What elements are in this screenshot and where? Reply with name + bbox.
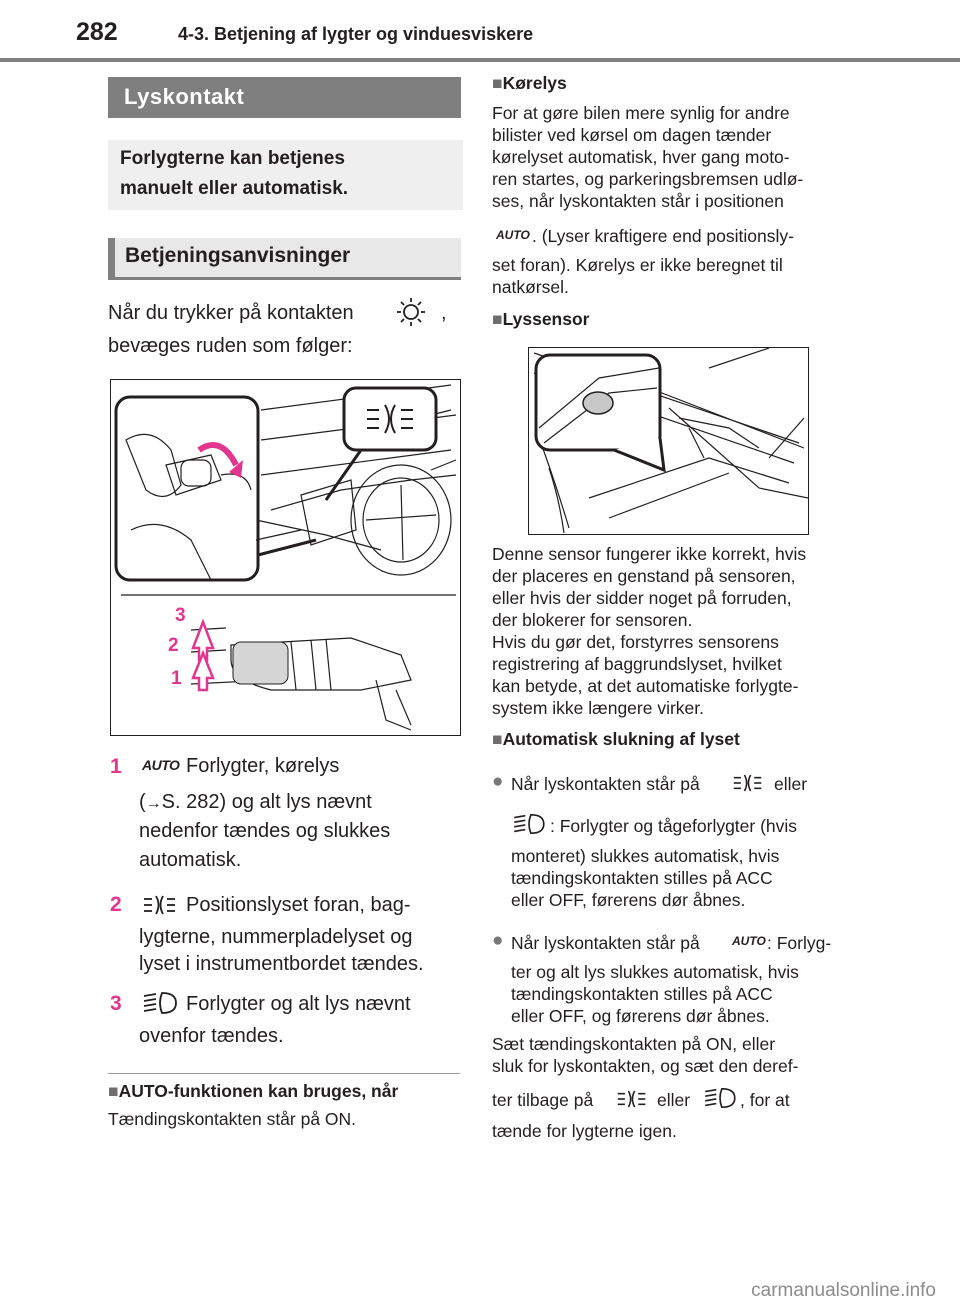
auto-icon: AUTO bbox=[496, 228, 530, 242]
text-line: registrering af baggrundslyset, hvilket bbox=[492, 654, 782, 674]
text-line: kan betyde, at det automatiske forlygte- bbox=[492, 676, 799, 696]
item-text: lygterne, nummerpladelyset og bbox=[139, 926, 413, 948]
text-line: monteret) slukkes automatisk, hvis bbox=[511, 846, 780, 866]
text-line: eller OFF, og førerens dør åbnes. bbox=[511, 1006, 770, 1026]
sensor-title: Lyssensor bbox=[502, 309, 590, 329]
text-line: : Forlygter og tågeforlygter (hvis bbox=[550, 816, 798, 836]
note-heading: ■AUTO-funktionen kan bruges, når bbox=[108, 1081, 399, 1101]
auto-off-heading: ■Automatisk slukning af lyset bbox=[492, 729, 740, 749]
item-text: automatisk. bbox=[139, 849, 242, 871]
korelys-paragraph-2 bbox=[492, 254, 783, 298]
item-number: 3 bbox=[110, 992, 122, 1015]
intro-line: Forlygterne kan betjenes bbox=[120, 148, 345, 169]
note-text: Tændingskontakten står på ON. bbox=[108, 1109, 357, 1129]
text-line: eller bbox=[774, 774, 808, 794]
light-switch-icon bbox=[394, 296, 428, 328]
text-line: tændingskontakten stilles på ACC bbox=[511, 984, 773, 1004]
text-line: Hvis du gør det, forstyrres sensorens bbox=[492, 632, 779, 652]
korelys-paragraph bbox=[492, 102, 803, 212]
text-line: ren startes, og parkeringsbremsen udlø- bbox=[492, 169, 804, 189]
text-line: eller hvis der sidder noget på forruden, bbox=[492, 588, 792, 608]
item-number: 1 bbox=[110, 755, 122, 778]
item-text: Positionslyset foran, bag- bbox=[186, 894, 411, 916]
item-number: 2 bbox=[110, 893, 122, 916]
chapter-title: 4-3. Betjening af lygter og vinduesviskere bbox=[178, 24, 534, 44]
text-line: bilister ved kørsel om dagen tænder bbox=[492, 125, 772, 145]
text-line: For at gøre bilen mere synlig for andre bbox=[492, 103, 790, 123]
text-line: natkørsel. bbox=[492, 277, 569, 297]
text-line: ter tilbage på bbox=[492, 1090, 594, 1110]
text-line: der blokerer for sensoren. bbox=[492, 610, 693, 630]
headlight-icon bbox=[703, 1086, 737, 1110]
subsection-title: Betjeningsanvisninger bbox=[125, 244, 351, 267]
intro-line: manuelt eller automatisk. bbox=[120, 178, 349, 199]
text-line: ses, når lyskontakten står i positionen bbox=[492, 191, 784, 211]
light-switch-figure bbox=[110, 379, 461, 736]
arrow-ref: (→S. 282) og alt lys nævnt bbox=[139, 791, 372, 813]
figure-label-1: 1 bbox=[171, 668, 182, 689]
parking-lights-icon bbox=[616, 1089, 648, 1109]
text-line: Sæt tændingskontakten på ON, eller bbox=[492, 1034, 776, 1054]
text-line: : Forlyg- bbox=[767, 933, 832, 953]
item-text: S. 282) og alt lys nævnt bbox=[161, 791, 372, 813]
text-line: ter og alt lys slukkes automatisk, hvis bbox=[511, 962, 799, 982]
auto-icon: AUTO bbox=[732, 934, 766, 948]
note-divider bbox=[108, 1073, 460, 1074]
text-line: Når lyskontakten står på bbox=[511, 933, 700, 953]
text-line: kørelyset automatisk, hver gang moto- bbox=[492, 147, 790, 167]
item-text: lyset i instrumentbordet tændes. bbox=[139, 953, 424, 975]
item-text: ovenfor tændes. bbox=[139, 1025, 284, 1047]
text-line: , for at bbox=[740, 1090, 790, 1110]
text-line: der placeres en genstand på sensoren, bbox=[492, 566, 796, 586]
text-line: Denne sensor fungerer ikke korrekt, hvis bbox=[492, 544, 807, 564]
text-line: tænde for lygterne igen. bbox=[492, 1121, 677, 1141]
instruction-line: Når du trykker på kontakten bbox=[108, 302, 354, 324]
item-text: nedenfor tændes og slukkes bbox=[139, 820, 391, 842]
text-line: . (Lyser kraftigere end positionsly- bbox=[532, 226, 794, 246]
text-line: eller bbox=[657, 1090, 691, 1110]
text-line: eller OFF, førerens dør åbnes. bbox=[511, 890, 746, 910]
headlight-icon bbox=[142, 990, 178, 1016]
sensor-heading: ■Lyssensor bbox=[492, 309, 590, 329]
bullet-dot: ● bbox=[492, 771, 504, 792]
item-text: Forlygter og alt lys nævnt bbox=[186, 993, 411, 1015]
item-text: Forlygter, kørelys bbox=[186, 755, 340, 777]
figure-label-3: 3 bbox=[175, 605, 186, 626]
auto-icon: AUTO bbox=[142, 757, 180, 773]
text-line: Når lyskontakten står på bbox=[511, 774, 700, 794]
text-line: tændingskontakten stilles på ACC bbox=[511, 868, 773, 888]
bullet1-paragraph bbox=[511, 845, 779, 911]
parking-lights-icon bbox=[732, 773, 764, 793]
parking-lights-icon bbox=[142, 894, 178, 916]
instruction-comma: , bbox=[441, 302, 447, 324]
headlight-icon bbox=[512, 812, 546, 836]
subsection-bar bbox=[108, 238, 461, 280]
watermark bbox=[0, 1280, 960, 1301]
light-sensor-figure bbox=[528, 347, 809, 535]
bullet-dot: ● bbox=[492, 930, 504, 951]
text-line: sluk for lyskontakten, og sæt den deref- bbox=[492, 1056, 799, 1076]
figure-label-2: 2 bbox=[168, 635, 179, 656]
bullet2-paragraph bbox=[511, 961, 799, 1027]
text-line: system ikke længere virker. bbox=[492, 698, 705, 718]
sensor-paragraph bbox=[492, 543, 806, 719]
watermark-text: carmanualsonline.info bbox=[751, 1280, 936, 1301]
after-paragraph bbox=[492, 1033, 798, 1077]
instruction-line: bevæges ruden som følger: bbox=[108, 335, 353, 357]
header-rule bbox=[0, 58, 960, 62]
text-line: set foran). Kørelys er ikke beregnet til bbox=[492, 255, 783, 275]
korelys-heading: ■Kørelys bbox=[492, 73, 567, 93]
section-title-bar bbox=[108, 77, 461, 118]
page-number: 282 bbox=[76, 18, 118, 46]
auto-off-title: Automatisk slukning af lyset bbox=[502, 729, 740, 749]
korelys-title: Kørelys bbox=[502, 73, 567, 93]
section-title: Lyskontakt bbox=[124, 84, 245, 109]
note-title: AUTO-funktionen kan bruges, når bbox=[118, 1081, 399, 1101]
intro-box bbox=[108, 140, 463, 210]
